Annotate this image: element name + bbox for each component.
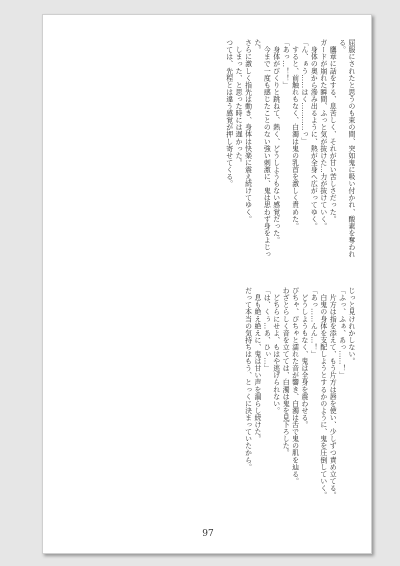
page-text-upper-block: 屈服にされたと思うのも束の間、突如鬼に吸い付かれ、酸素を奪われる。 鷹章に話をする、息苦しく、それが甘い苦しさだった。 ガードが崩れた瞬間、ふっと気が抜けた…力が抜けていく。 身体の奥から滲み出るように、熱が全身へ広がってゆく。 「ん、ぁう……はく…………っ」 すると、前触れもなく、白濁は鬼の乳首を激しく責めた。 「あっ…！！」 身体がびくりと跳ねて、熱く、どうしようもない感覚だった。 今まで一度も感じたことのない強い刺激に、鬼は思わず身をよじった。 さらに激しく指先は動き、身体は快楽に震え続けてゆく。 しまった、と思った時には遅かった。 つては、先程とは違う感覚が押し寄せてくる。 (224, 39, 355, 258)
page-number: 97 (202, 529, 214, 539)
book-page (42, 14, 372, 554)
section-divider (61, 274, 355, 275)
page-text-lower-block: じっと見けれかしない。 「ふっ、ふぁ、あっ……！」 片方は指を添えて、もう片方は唇を使い、少しずつ責め立てる。 白鬼の身体を支配しようとするかのように、鬼を圧倒していく。 「あっ……んん…！」 どうしようもなく、鬼は全身を震わせる。 ぴちゃ、ぴちゃと濡れた音が響き、白濁は舌で鬼の肌を辿る。 わざとらしく音を立てては、白濁は鬼を見下ろした。 どちらにせよ、もはや逃げられない。 「は、くぅ…あ、ひぃ…」 息も絶え絶えに、鬼は甘い声を漏らし続けた。 だって本当の気持ちはもう、とっくに決まっていたから。 (243, 287, 355, 499)
